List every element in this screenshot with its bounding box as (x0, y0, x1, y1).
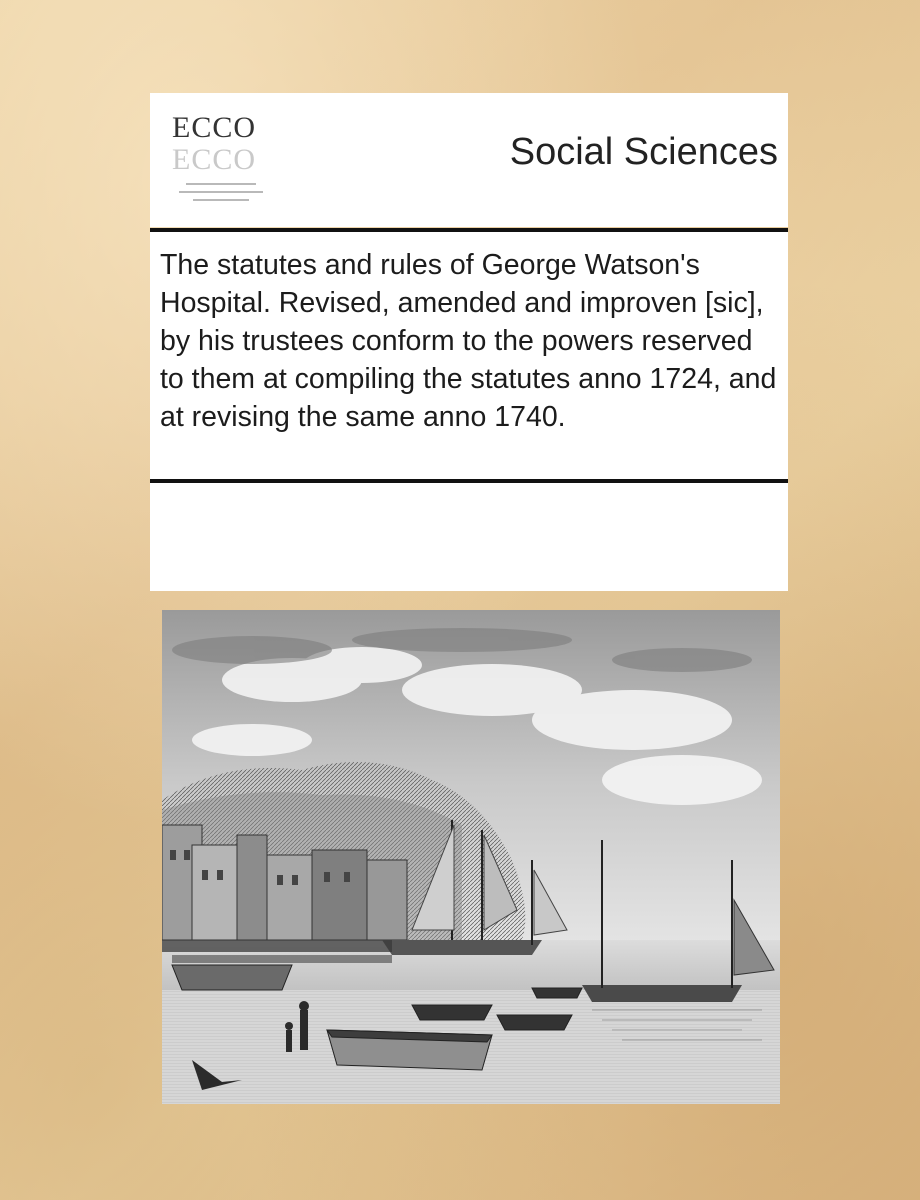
logo-wordmark: ECCO (172, 111, 257, 144)
blank-panel (150, 483, 788, 591)
book-title: The statutes and rules of George Watson's Hospital. Revised, amended and improven [sic], by his trustees conform to the powers reserved to them at compiling the statutes anno 1724, and at revising the same anno 1740. (160, 249, 777, 433)
title-panel (150, 232, 788, 479)
series-category: Social Sciences (509, 131, 778, 173)
crowd (162, 940, 392, 963)
cover-illustration (162, 610, 780, 1104)
logo-wordmark-reflection: ECCO (172, 143, 257, 176)
harbour-engraving (162, 610, 780, 1104)
logo-subtitle-lines (176, 183, 266, 207)
series-header (150, 93, 788, 227)
ecco-logo (162, 103, 272, 215)
